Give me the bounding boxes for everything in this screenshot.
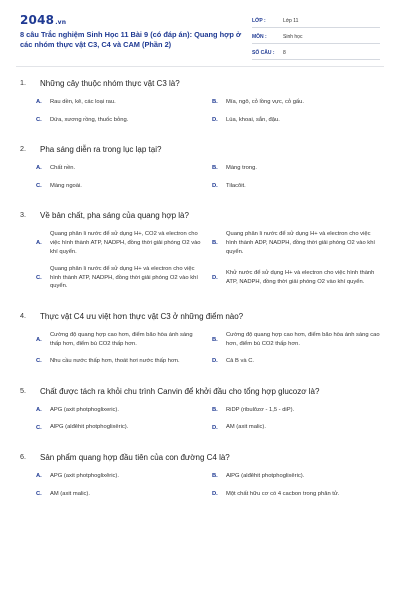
answer-option[interactable] bbox=[212, 406, 388, 415]
answer-option[interactable] bbox=[212, 490, 388, 499]
answer-option[interactable] bbox=[212, 164, 388, 173]
meta-table bbox=[252, 14, 380, 62]
option-text: Cường độ quang hợp cao hơn, điểm bão hòa ánh sáng cao hơn, điểm bù CO2 thấp hơn. bbox=[226, 331, 380, 347]
option-text: RiDP (ribulôzơ - 1,5 - diP). bbox=[226, 406, 295, 413]
option-letter: D. bbox=[212, 490, 218, 497]
option-text: Tilacôit. bbox=[226, 182, 246, 189]
option-text: Nhu cầu nước thấp hơn, thoát hơi nước thấp hơn. bbox=[50, 358, 180, 365]
page-header bbox=[0, 0, 400, 62]
answer-option[interactable] bbox=[36, 230, 212, 256]
option-text: Lúa, khoai, sắn, đậu. bbox=[226, 116, 280, 123]
question-number: 3. bbox=[20, 210, 26, 220]
option-letter: A. bbox=[36, 165, 42, 172]
answer-options bbox=[20, 472, 388, 507]
option-text: Rau dền, kê, các loại rau. bbox=[50, 99, 116, 105]
answer-option[interactable] bbox=[212, 423, 388, 432]
answer-option[interactable] bbox=[212, 98, 388, 107]
option-text: Cả B và C. bbox=[226, 358, 255, 365]
answer-option[interactable] bbox=[36, 265, 212, 291]
option-text: Quang phân li nước để sử dụng H+ và electron cho việc hình thành ATP, NADPH, đồng thời giải phóng O2 vào khí quyển. bbox=[50, 266, 198, 290]
answer-option[interactable] bbox=[36, 164, 212, 173]
option-text: Khử nước để sử dụng H+ và electron cho việc hình thành ATP, NADPH, đồng thời giải phóng O2 vào khí quyển. bbox=[226, 270, 375, 286]
answer-option[interactable] bbox=[212, 472, 388, 481]
option-letter: C. bbox=[36, 116, 42, 123]
meta-label: LỚP : bbox=[252, 17, 266, 24]
option-text: Dứa, xương rồng, thuốc bỏng. bbox=[50, 116, 129, 123]
meta-row-count bbox=[252, 46, 380, 60]
option-letter: B. bbox=[212, 407, 218, 414]
question-item bbox=[20, 311, 388, 375]
answer-option[interactable] bbox=[36, 423, 212, 432]
option-letter: C. bbox=[36, 275, 42, 282]
question-header bbox=[20, 452, 388, 463]
option-letter: A. bbox=[36, 473, 42, 480]
meta-value: Sinh học bbox=[283, 33, 303, 40]
option-letter: B. bbox=[212, 99, 218, 106]
question-header bbox=[20, 78, 388, 89]
meta-value: Lớp 11 bbox=[283, 17, 299, 24]
option-text: Một chất hữu cơ có 4 cacbon trong phân tử. bbox=[226, 490, 340, 497]
meta-row-class bbox=[252, 14, 380, 28]
answer-option[interactable] bbox=[36, 490, 212, 499]
question-text: Chất được tách ra khỏi chu trình Canvin để khởi đầu cho tổng hợp glucozơ là? bbox=[40, 386, 320, 396]
answer-options bbox=[20, 406, 388, 441]
question-text: Pha sáng diễn ra trong lục lạp tại? bbox=[40, 145, 162, 155]
logo-main: 2048 bbox=[20, 13, 55, 27]
option-text: Quang phân li nước để sử dụng H+, CO2 và electron cho việc hình thành ATP, NADPH, đồng thời giải phóng O2 vào khí quyển. bbox=[50, 231, 201, 255]
question-text: Thực vật C4 ưu việt hơn thực vật C3 ở những điểm nào? bbox=[40, 311, 244, 321]
answer-option[interactable] bbox=[36, 98, 212, 107]
option-text: Mía, ngô, cỏ lồng vực, cỏ gấu. bbox=[226, 99, 304, 105]
option-letter: B. bbox=[212, 473, 218, 480]
site-logo[interactable] bbox=[20, 13, 66, 27]
question-number: 2. bbox=[20, 144, 26, 154]
answer-option[interactable] bbox=[212, 357, 388, 366]
answer-option[interactable] bbox=[212, 230, 388, 256]
option-text: Màng ngoài. bbox=[50, 182, 82, 189]
question-header bbox=[20, 386, 388, 397]
answer-option[interactable] bbox=[36, 357, 212, 366]
question-item bbox=[20, 452, 388, 507]
logo-suffix: .vn bbox=[55, 19, 67, 26]
question-number: 5. bbox=[20, 385, 26, 395]
option-text: AM (axit malic). bbox=[50, 490, 90, 497]
page-title: 8 câu Trắc nghiệm Sinh Học 11 Bài 9 (có đáp án): Quang hợp ở các nhóm thực vật C3, C4 và CAM (Phần 2) bbox=[20, 30, 242, 49]
question-text: Sản phẩm quang hợp đầu tiên của con đường C4 là? bbox=[40, 452, 230, 462]
answer-options bbox=[20, 230, 388, 300]
option-letter: D. bbox=[212, 424, 218, 431]
option-text: AlPG (alđêhit photphoglixêric). bbox=[50, 424, 129, 431]
option-letter: C. bbox=[36, 424, 42, 431]
question-text: Những cây thuộc nhóm thực vật C3 là? bbox=[40, 79, 180, 88]
answer-options bbox=[20, 98, 388, 133]
meta-value: 8 bbox=[283, 49, 286, 56]
question-header bbox=[20, 144, 388, 155]
option-letter: A. bbox=[36, 240, 42, 247]
option-text: AM (axit malic). bbox=[226, 424, 266, 431]
question-header bbox=[20, 311, 388, 322]
option-letter: C. bbox=[36, 490, 42, 497]
option-text: AlPG (alđêhit photphoglixêric). bbox=[226, 472, 305, 479]
question-number: 1. bbox=[20, 78, 26, 87]
option-letter: A. bbox=[36, 407, 42, 414]
question-number: 4. bbox=[20, 310, 26, 320]
option-letter: D. bbox=[212, 116, 218, 123]
option-letter: D. bbox=[212, 275, 218, 282]
question-item bbox=[20, 144, 388, 199]
answer-options bbox=[20, 331, 388, 375]
meta-label: SỐ CÂU : bbox=[252, 49, 275, 56]
answer-options bbox=[20, 164, 388, 199]
answer-option[interactable] bbox=[36, 406, 212, 415]
answer-option[interactable] bbox=[36, 472, 212, 481]
answer-option[interactable] bbox=[36, 331, 212, 348]
option-letter: A. bbox=[36, 336, 42, 343]
option-text: Cường độ quang hợp cao hơn, điểm bão hòa ánh sáng thấp hơn, điểm bù CO2 thấp hơn. bbox=[50, 331, 193, 347]
answer-option[interactable] bbox=[212, 331, 388, 348]
question-item bbox=[20, 386, 388, 441]
option-letter: B. bbox=[212, 336, 218, 343]
question-item bbox=[20, 210, 388, 300]
option-text: APG (axit photphoglixêric). bbox=[50, 472, 119, 479]
option-text: Màng trong. bbox=[226, 165, 257, 172]
question-list bbox=[20, 78, 388, 518]
header-divider bbox=[16, 66, 384, 67]
option-letter: C. bbox=[36, 183, 42, 190]
option-letter: D. bbox=[212, 183, 218, 190]
meta-row-subject bbox=[252, 30, 380, 44]
answer-option[interactable] bbox=[212, 265, 388, 291]
answer-option[interactable] bbox=[212, 182, 388, 191]
answer-option[interactable] bbox=[36, 116, 212, 125]
option-text: Quang phân li nước để sử dụng H+ và electron cho việc hình thành ADP, NADPH, đồng thời giải phóng O2 vào khí quyển. bbox=[226, 231, 376, 255]
option-letter: D. bbox=[212, 358, 218, 365]
answer-option[interactable] bbox=[36, 182, 212, 191]
option-text: APG (axit photphoglixeric). bbox=[50, 406, 119, 413]
question-text: Về bản chất, pha sáng của quang hợp là? bbox=[40, 211, 189, 221]
answer-option[interactable] bbox=[212, 116, 388, 125]
meta-label: MÔN : bbox=[252, 33, 267, 40]
option-letter: B. bbox=[212, 240, 218, 247]
question-header bbox=[20, 210, 388, 221]
option-text: Chất nền. bbox=[50, 165, 76, 172]
question-number: 6. bbox=[20, 451, 26, 461]
option-letter: A. bbox=[36, 99, 42, 106]
option-letter: B. bbox=[212, 165, 218, 172]
question-item bbox=[20, 78, 388, 133]
option-letter: C. bbox=[36, 358, 42, 365]
